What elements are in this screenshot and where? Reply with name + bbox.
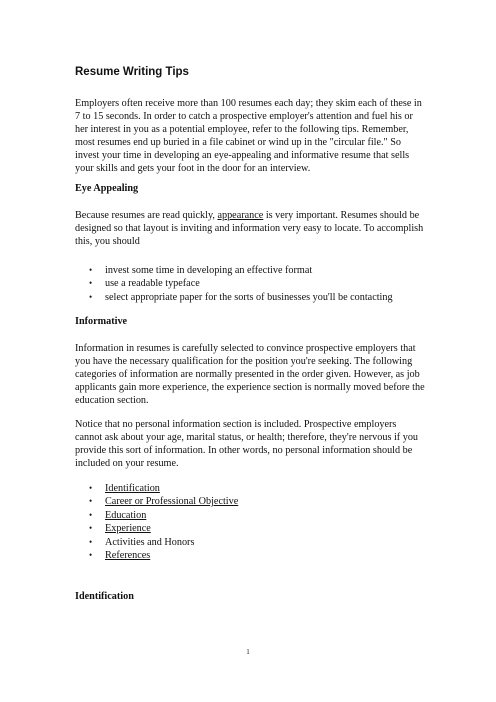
eye-appealing-bullet-list bbox=[75, 264, 393, 304]
list-item[interactable] bbox=[75, 549, 238, 562]
list-item: • invest some time in developing an effective format bbox=[89, 265, 313, 276]
identification-link[interactable]: Identification bbox=[105, 483, 160, 494]
bullet-icon: • bbox=[89, 496, 93, 507]
bullet-icon: • bbox=[89, 549, 93, 560]
bullet-icon: • bbox=[89, 509, 93, 520]
bullet-icon: • bbox=[89, 291, 93, 302]
list-item[interactable] bbox=[75, 482, 238, 495]
eye-appealing-text-end: is very important. Resumes should be designed so that layout is inviting and information very easy to locate. To accomplish this, you should bbox=[75, 210, 424, 247]
list-item[interactable] bbox=[75, 509, 238, 522]
experience-link[interactable]: Experience bbox=[105, 523, 151, 535]
bullet-icon: • bbox=[89, 483, 93, 493]
eye-appealing-heading: Eye Appealing bbox=[75, 183, 139, 194]
list-item[interactable] bbox=[75, 495, 238, 508]
career-objective-link[interactable]: Career or Professional Objective bbox=[105, 496, 239, 508]
identification-heading: Identification bbox=[75, 591, 134, 602]
references-link[interactable]: References bbox=[105, 549, 151, 561]
page-number: 1 bbox=[246, 648, 250, 656]
list-item[interactable] bbox=[75, 522, 238, 535]
eye-appealing-text-start: Because resumes are read quickly, bbox=[75, 210, 218, 221]
activities-honors-item: Activities and Honors bbox=[105, 536, 195, 548]
list-item: • use a readable typeface bbox=[89, 278, 200, 290]
informative-paragraph-1: Information in resumes is carefully selected to convince prospective employers that you have the necessary qualification for the position you're seeking. The following categories of information are normally presented in the order given. However, as job applicants gain more experience, the experience section is normally moved before the education section. bbox=[75, 343, 425, 406]
informative-paragraph-2: Notice that no personal information section is included. Prospective employers cannot ask about your age, marital status, or health; therefore, they're nervous if you provide this sort of information. In other words, no personal information should be included on your resume. bbox=[75, 419, 419, 469]
eye-appealing-paragraph bbox=[75, 209, 425, 248]
bullet-icon: • bbox=[89, 265, 93, 275]
document-title: Resume Writing Tips bbox=[75, 66, 189, 78]
bullet-icon: • bbox=[89, 536, 93, 547]
list-item: • select appropriate paper for the sorts of businesses you'll be contacting bbox=[89, 291, 393, 303]
resume-sections-list bbox=[75, 482, 238, 562]
list-item bbox=[75, 536, 238, 549]
bullet-icon: • bbox=[89, 523, 93, 534]
education-link[interactable]: Education bbox=[105, 509, 147, 521]
informative-heading: Informative bbox=[75, 316, 128, 327]
intro-paragraph: Employers often receive more than 100 resumes each day; they skim each of these in 7 to 15 seconds. In order to catch a prospective employer's attention and fuel his or her interest in you as a potential employee, refer to the following tips. Remember, most resumes end up buried in a file cabinet or wind up in the "circular file." So invest your time in developing an eye-appealing and informative resume that sells your skills and gets your foot in the door for an interview. bbox=[75, 98, 422, 174]
bullet-icon: • bbox=[89, 278, 93, 289]
appearance-link[interactable]: appearance bbox=[217, 210, 264, 221]
